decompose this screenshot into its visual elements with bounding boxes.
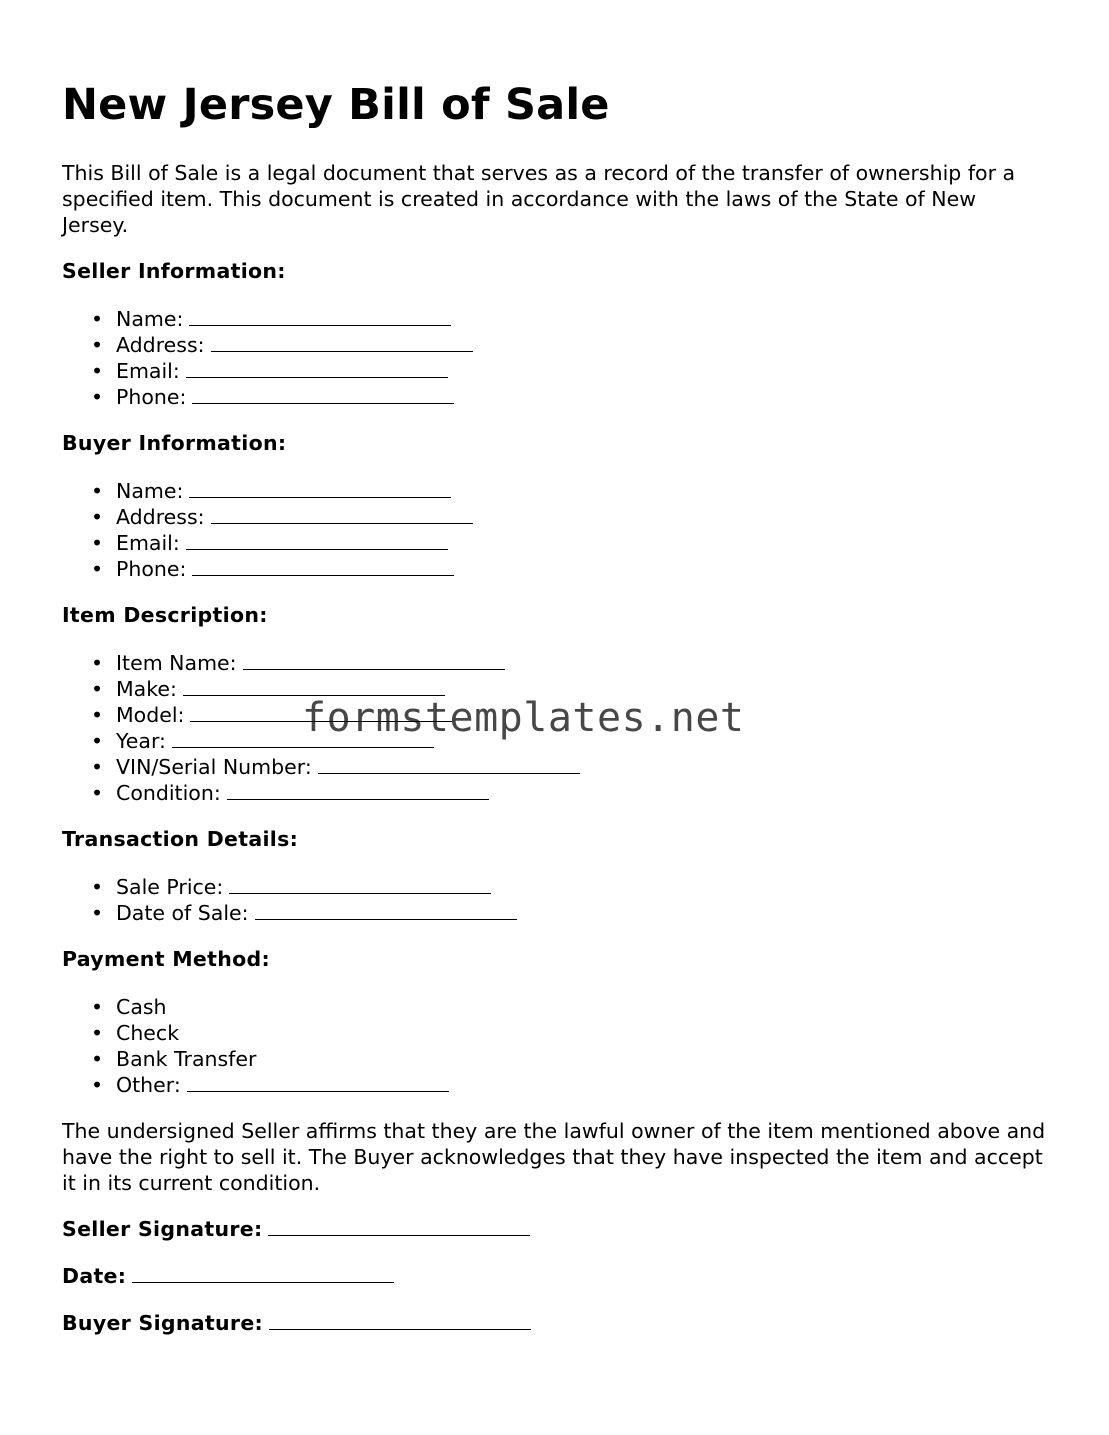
field-label: Email: bbox=[116, 531, 180, 555]
seller-section-heading: Seller Information: bbox=[62, 259, 286, 283]
option-label: Cash bbox=[116, 995, 167, 1019]
bullet-icon: • bbox=[91, 1047, 104, 1071]
bullet-icon: • bbox=[91, 901, 104, 925]
buyer-name-blank[interactable] bbox=[189, 478, 451, 498]
bullet-icon: • bbox=[91, 677, 104, 701]
bullet-icon: • bbox=[91, 333, 104, 357]
field-label: Name: bbox=[116, 479, 184, 503]
seller-signature-blank[interactable] bbox=[268, 1216, 530, 1236]
buyer-address-field bbox=[62, 504, 1047, 530]
sale-date-blank[interactable] bbox=[255, 900, 517, 920]
bullet-icon: • bbox=[91, 755, 104, 779]
payment-other-blank[interactable] bbox=[187, 1072, 449, 1092]
transaction-fields-list bbox=[62, 874, 1047, 926]
field-label: Make: bbox=[116, 677, 177, 701]
option-label: Bank Transfer bbox=[116, 1047, 257, 1071]
payment-option-cash[interactable] bbox=[62, 994, 1047, 1020]
buyer-section-heading: Buyer Information: bbox=[62, 431, 287, 455]
item-vin-blank[interactable] bbox=[318, 754, 580, 774]
bullet-icon: • bbox=[91, 651, 104, 675]
sale-price-blank[interactable] bbox=[229, 874, 491, 894]
seller-phone-field bbox=[62, 384, 1047, 410]
bullet-icon: • bbox=[91, 385, 104, 409]
buyer-signature-blank[interactable] bbox=[269, 1310, 531, 1330]
bullet-icon: • bbox=[91, 995, 104, 1019]
item-condition-blank[interactable] bbox=[227, 780, 489, 800]
field-label: Address: bbox=[116, 505, 205, 529]
item-vin-field bbox=[62, 754, 1047, 780]
payment-option-bank-transfer[interactable] bbox=[62, 1046, 1047, 1072]
seller-email-blank[interactable] bbox=[186, 358, 448, 378]
seller-name-field bbox=[62, 306, 1047, 332]
payment-option-check[interactable] bbox=[62, 1020, 1047, 1046]
page-title: New Jersey Bill of Sale bbox=[62, 80, 610, 130]
bullet-icon: • bbox=[91, 1073, 104, 1097]
bullet-icon: • bbox=[91, 479, 104, 503]
item-section-heading: Item Description: bbox=[62, 603, 268, 627]
field-label: VIN/Serial Number: bbox=[116, 755, 312, 779]
bullet-icon: • bbox=[91, 557, 104, 581]
buyer-email-field bbox=[62, 530, 1047, 556]
seller-name-blank[interactable] bbox=[189, 306, 451, 326]
field-label: Date of Sale: bbox=[116, 901, 249, 925]
sale-price-field bbox=[62, 874, 1047, 900]
payment-options-list bbox=[62, 994, 1047, 1098]
date-label: Date: bbox=[62, 1264, 127, 1288]
seller-email-field bbox=[62, 358, 1047, 384]
seller-signature-line bbox=[62, 1216, 1047, 1242]
transaction-section-heading: Transaction Details: bbox=[62, 827, 299, 851]
buyer-fields-list bbox=[62, 478, 1047, 582]
field-label: Email: bbox=[116, 359, 180, 383]
field-label: Name: bbox=[116, 307, 184, 331]
item-make-blank[interactable] bbox=[183, 676, 445, 696]
buyer-address-blank[interactable] bbox=[211, 504, 473, 524]
field-label: Item Name: bbox=[116, 651, 237, 675]
intro-paragraph: This Bill of Sale is a legal document that serves as a record of the transfer of ownership for a specified item. This document is created in accordance with the laws of the State of New Jersey. bbox=[62, 161, 1016, 237]
seller-address-field bbox=[62, 332, 1047, 358]
bullet-icon: • bbox=[91, 781, 104, 805]
seller-phone-blank[interactable] bbox=[192, 384, 454, 404]
bullet-icon: • bbox=[91, 729, 104, 753]
bullet-icon: • bbox=[91, 703, 104, 727]
field-label: Year: bbox=[116, 729, 166, 753]
seller-address-blank[interactable] bbox=[211, 332, 473, 352]
buyer-phone-blank[interactable] bbox=[192, 556, 454, 576]
bullet-icon: • bbox=[91, 505, 104, 529]
field-label: Condition: bbox=[116, 781, 221, 805]
date-line bbox=[62, 1263, 1047, 1289]
field-label: Phone: bbox=[116, 557, 187, 581]
field-label: Address: bbox=[116, 333, 205, 357]
payment-section-heading: Payment Method: bbox=[62, 947, 270, 971]
field-label: Sale Price: bbox=[116, 875, 224, 899]
field-label: Model: bbox=[116, 703, 185, 727]
option-label: Other: bbox=[116, 1073, 181, 1097]
buyer-phone-field bbox=[62, 556, 1047, 582]
affirmation-paragraph: The undersigned Seller affirms that they are the lawful owner of the item mentioned above and have the right to sell it. The Buyer acknowledges that they have inspected the item and accept it in its current condition. bbox=[62, 1119, 1046, 1195]
bullet-icon: • bbox=[91, 875, 104, 899]
buyer-email-blank[interactable] bbox=[186, 530, 448, 550]
field-label: Phone: bbox=[116, 385, 187, 409]
date-blank[interactable] bbox=[132, 1263, 394, 1283]
bullet-icon: • bbox=[91, 307, 104, 331]
sale-date-field bbox=[62, 900, 1047, 926]
buyer-signature-line bbox=[62, 1310, 1047, 1336]
item-condition-field bbox=[62, 780, 1047, 806]
seller-fields-list bbox=[62, 306, 1047, 410]
bullet-icon: • bbox=[91, 531, 104, 555]
item-name-field bbox=[62, 650, 1047, 676]
option-label: Check bbox=[116, 1021, 180, 1045]
bullet-icon: • bbox=[91, 359, 104, 383]
payment-option-other bbox=[62, 1072, 1047, 1098]
buyer-signature-label: Buyer Signature: bbox=[62, 1311, 264, 1335]
bullet-icon: • bbox=[91, 1021, 104, 1045]
seller-signature-label: Seller Signature: bbox=[62, 1217, 263, 1241]
watermark-text: formstemplates.net bbox=[302, 695, 745, 741]
buyer-name-field bbox=[62, 478, 1047, 504]
item-name-blank[interactable] bbox=[243, 650, 505, 670]
